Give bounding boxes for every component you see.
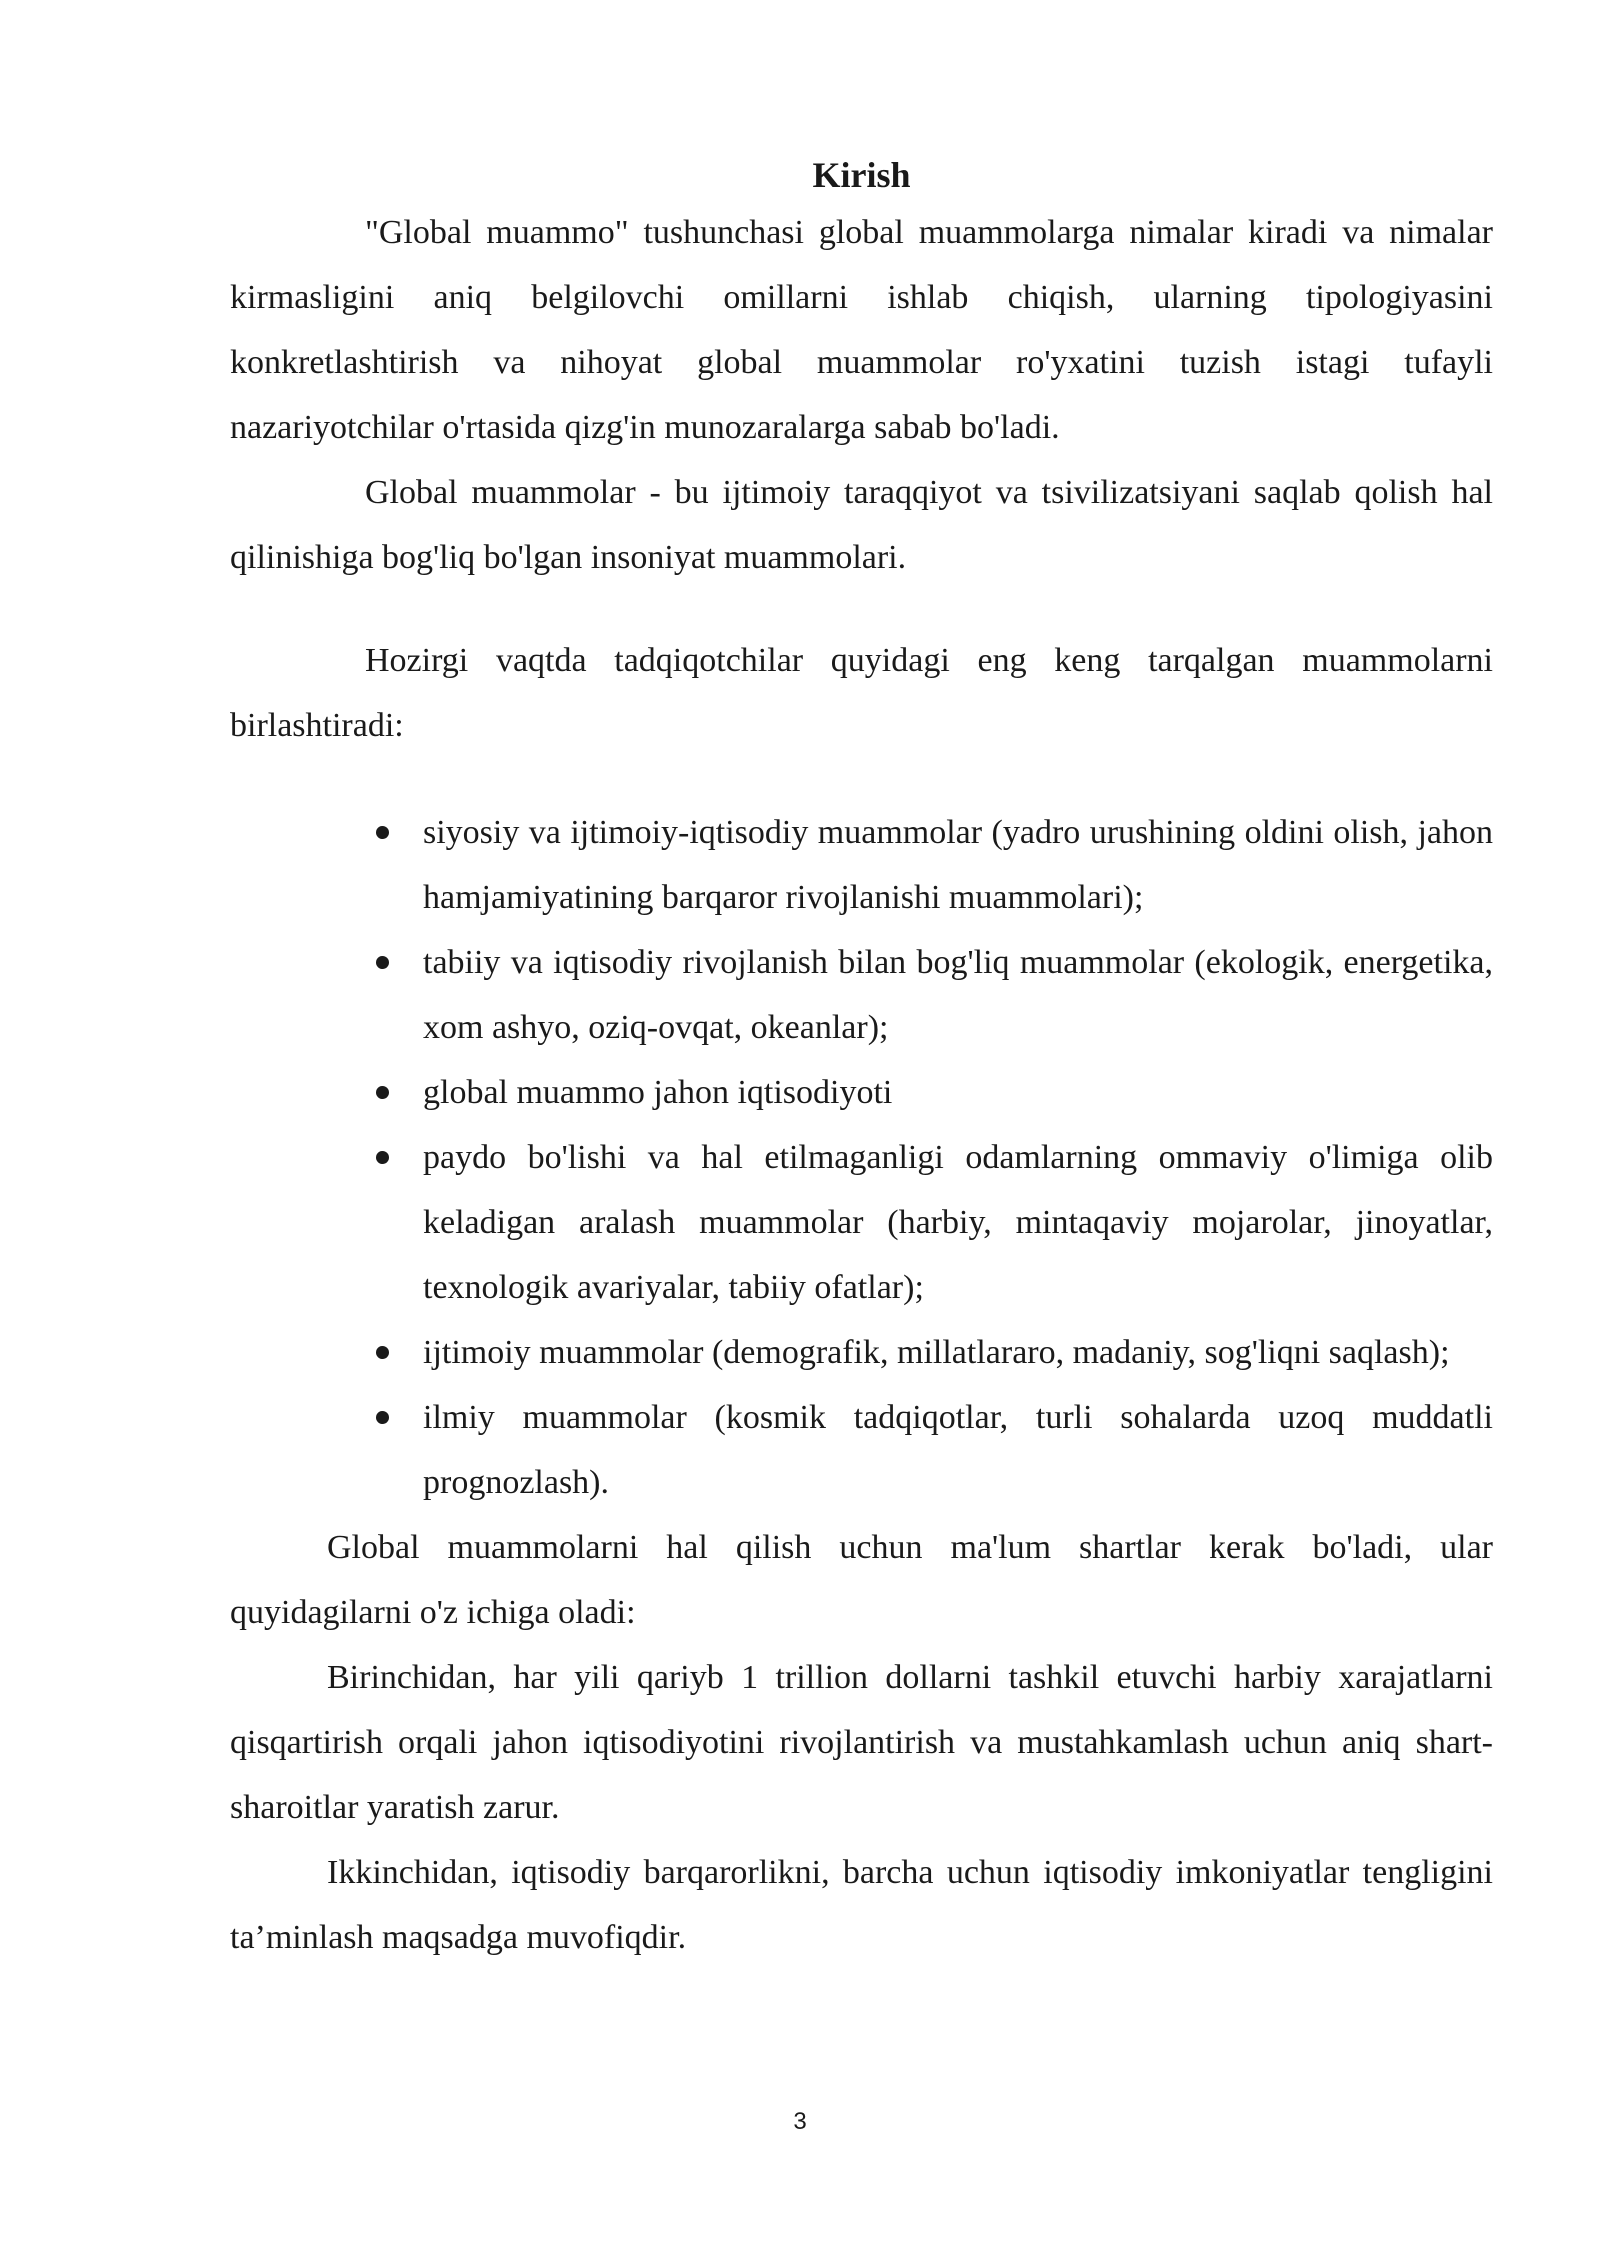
bullet-icon xyxy=(376,1086,389,1099)
paragraph-second-condition: Ikkinchidan, iqtisodiy barqarorlikni, barcha uchun iqtisodiy imkoniyatlar tengligini ta’minlash maqsadga muvofiqdir. xyxy=(230,1854,1493,1956)
list-item xyxy=(230,1385,1493,1515)
bullet-icon xyxy=(376,956,389,969)
list-item xyxy=(230,1060,1493,1125)
page-title: Kirish xyxy=(812,155,911,195)
bullet-icon xyxy=(376,1151,389,1164)
paragraph-global-concept: "Global muammo" tushunchasi global muammolarga nimalar kiradi va nimalar kirmasligini aniq belgilovchi omillarni ishlab chiqish, ularning tipologiyasini konkretlashtirish va nihoyat global muammolar ro'yxatini tuzish istagi tufayli nazariyotchilar o'rtasida qizg'in munozaralarga sabab bo'ladi. xyxy=(230,214,1493,446)
list-item-text: ilmiy muammolar (kosmik tadqiqotlar, turli sohalarda uzoq muddatli prognozlash). xyxy=(423,1399,1493,1501)
list-item-text: paydo bo'lishi va hal etilmaganligi odamlarning ommaviy o'limiga olib keladigan aralash muammolar (harbiy, mintaqaviy mojarolar, jinoyatlar, texnologik avariyalar, tabiiy ofatlar); xyxy=(423,1139,1493,1306)
problem-list xyxy=(230,800,1493,1515)
list-item-text: siyosiy va ijtimoiy-iqtisodiy muammolar (yadro urushining oldini olish, jahon hamjamiyatining barqaror rivojlanishi muammolari); xyxy=(423,814,1493,916)
paragraph-spacer xyxy=(230,590,1493,628)
paragraph-global-definition: Global muammolar - bu ijtimoiy taraqqiyot va tsivilizatsiyani saqlab qolish hal qilinishiga bog'liq bo'lgan insoniyat muammolari. xyxy=(230,474,1493,576)
bullet-icon xyxy=(376,826,389,839)
list-item xyxy=(230,930,1493,1060)
list-item xyxy=(230,1320,1493,1385)
list-item-text: ijtimoiy muammolar (demografik, millatlararo, madaniy, sog'liqni saqlash); xyxy=(423,1334,1450,1371)
paragraph-first-condition: Birinchidan, har yili qariyb 1 trillion dollarni tashkil etuvchi harbiy xarajatlarni qisqartirish orqali jahon iqtisodiyotini rivojlantirish va mustahkamlash uchun aniq shart-sharoitlar yaratish zarur. xyxy=(230,1659,1493,1826)
paragraph-researchers-intro: Hozirgi vaqtda tadqiqotchilar quyidagi eng keng tarqalgan muammolarni birlashtiradi: xyxy=(230,642,1493,744)
list-item-text: global muammo jahon iqtisodiyoti xyxy=(423,1074,893,1111)
page-content xyxy=(230,150,1493,1970)
list-item xyxy=(230,1125,1493,1320)
page-number: 3 xyxy=(793,2108,807,2135)
bullet-icon xyxy=(376,1411,389,1424)
list-spacer xyxy=(230,758,1493,800)
list-item xyxy=(230,800,1493,930)
bullet-icon xyxy=(376,1346,389,1359)
list-item-text: tabiiy va iqtisodiy rivojlanish bilan bog'liq muammolar (ekologik, energetika, xom ashyo, oziq-ovqat, okeanlar); xyxy=(423,944,1493,1046)
paragraph-conditions: Global muammolarni hal qilish uchun ma'lum shartlar kerak bo'ladi, ular quyidagilarni o'z ichiga oladi: xyxy=(230,1529,1493,1631)
